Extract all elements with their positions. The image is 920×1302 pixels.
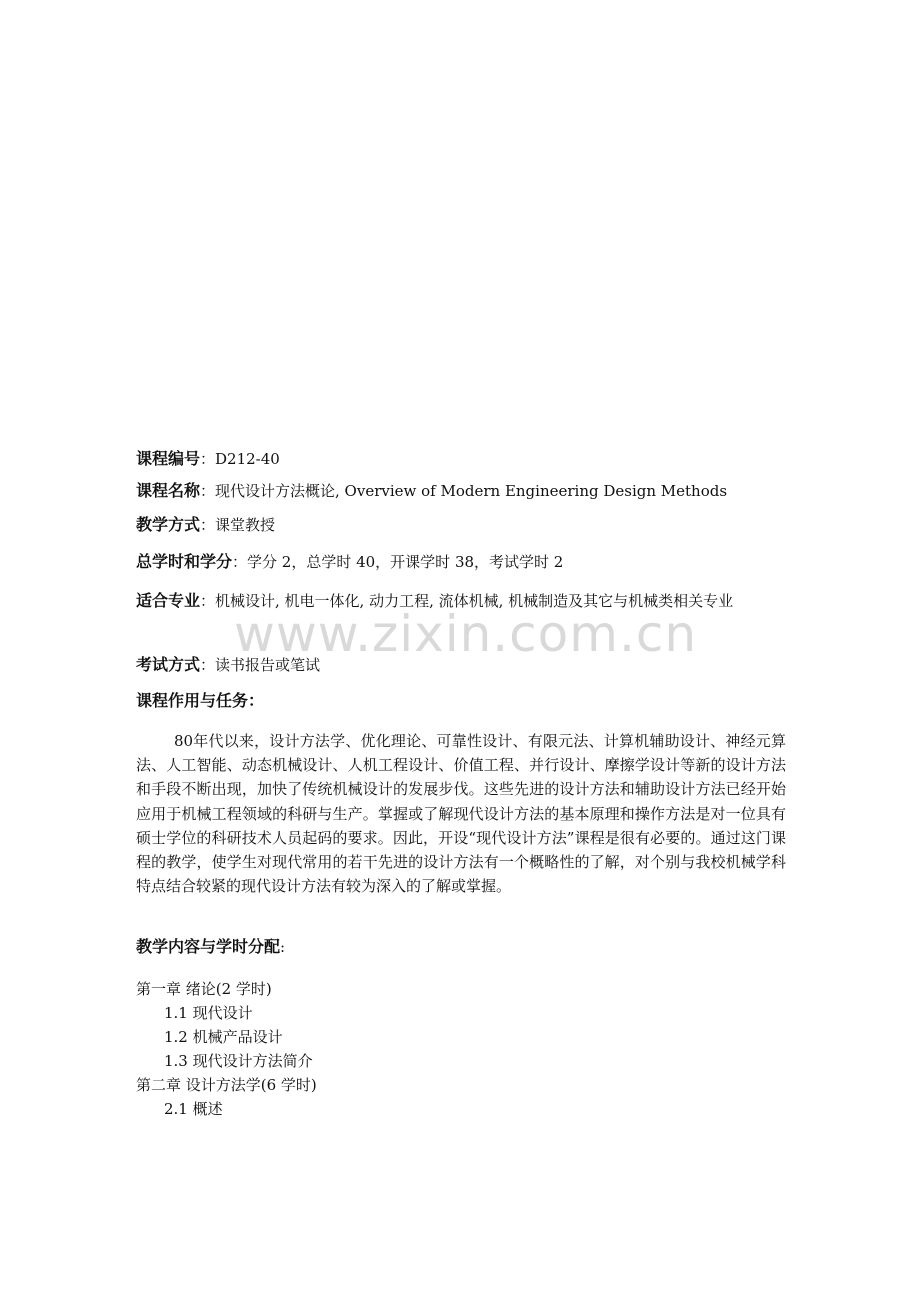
- course-name-value: ：现代设计方法概论, Overview of Modern Engineering Design Methods: [200, 482, 728, 500]
- exam-method-label: 考试方式: [136, 655, 201, 674]
- teaching-method-value: ：课堂教授: [200, 516, 276, 534]
- hours-credits-value: ：学分 2，总学时 40，开课学时 38，考试学时 2: [232, 553, 564, 571]
- hours-credits-field: [136, 550, 786, 574]
- allocation-colon: :: [280, 938, 286, 956]
- contents-item-1-3: 1.3 现代设计方法简介: [164, 1052, 313, 1070]
- suitable-major-value: ：机械设计, 机电一体化, 动力工程, 流体机械, 机械制造及其它与机械类相关专业: [200, 592, 734, 610]
- teaching-method-field: [136, 513, 786, 537]
- course-name-field: [136, 479, 786, 503]
- contents-item-chapter-1: 第一章 绪论(2 学时): [136, 980, 272, 998]
- course-code-value: ：D212-40: [200, 450, 280, 468]
- course-role-label: 课程作用与任务：: [136, 691, 265, 710]
- allocation-label: 教学内容与学时分配: [136, 937, 281, 956]
- watermark-text: www.zixin.com.cn: [234, 605, 698, 663]
- teaching-method-label: 教学方式: [136, 515, 201, 534]
- course-role-heading: [136, 689, 786, 713]
- course-description: 80年代以来，设计方法学、优化理论、可靠性设计、有限元法、计算机辅助设计、神经元算法、人工智能、动态机械设计、人机工程设计、价值工程、并行设计、摩擦学设计等新的设计方法和手段不断出现，加快了传统机械设计的发展步伐。这些先进的设计方法和辅助设计方法已经开始应用于机械工程领域的科研与生产。掌握或了解现代设计方法的基本原理和操作方法是对一位具有硕士学位的科研技术人员起码的要求。因此，开设“现代设计方法”课程是很有必要的。通过这门课程的教学，使学生对现代常用的若干先进的设计方法有一个概略性的了解，对个别与我校机械学科特点结合较紧的现代设计方法有较为深入的了解或掌握。: [136, 732, 786, 896]
- contents-item-2-1: 2.1 概述: [164, 1100, 223, 1118]
- course-name-label: 课程名称: [136, 481, 201, 500]
- hours-credits-label: 总学时和学分: [136, 552, 233, 571]
- course-code-field: [136, 447, 786, 471]
- exam-method-value: ：读书报告或笔试: [200, 656, 321, 674]
- contents-item-1-2: 1.2 机械产品设计: [164, 1028, 283, 1046]
- exam-method-field: [136, 653, 786, 677]
- suitable-major-field: [136, 589, 786, 613]
- suitable-major-label: 适合专业: [136, 591, 201, 610]
- contents-item-1-1: 1.1 现代设计: [164, 1004, 253, 1022]
- allocation-heading: [136, 935, 786, 959]
- course-contents-list: [136, 977, 786, 1121]
- contents-item-chapter-2: 第二章 设计方法学(6 学时): [136, 1076, 317, 1094]
- course-code-label: 课程编号: [136, 449, 201, 468]
